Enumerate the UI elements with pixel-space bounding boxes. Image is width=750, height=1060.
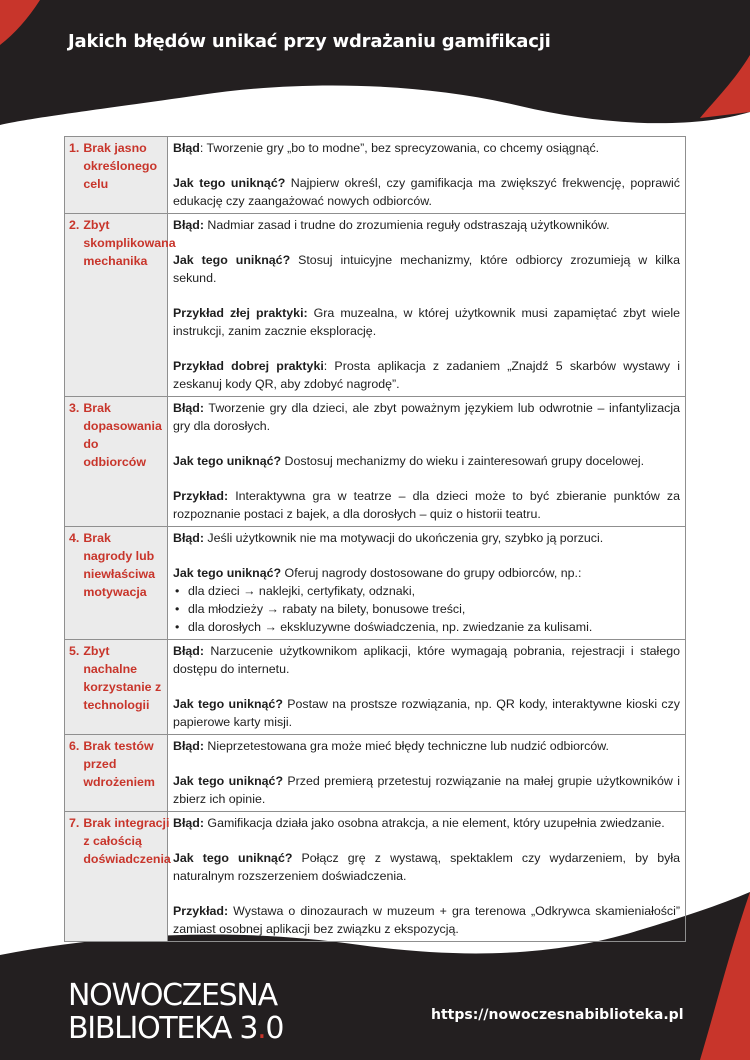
paragraph-heading: Jak tego uniknąć? xyxy=(173,176,286,190)
mistake-paragraph xyxy=(173,695,680,731)
header-dark-shape xyxy=(0,0,750,125)
mistake-number: 3. xyxy=(69,401,80,415)
mistake-paragraph xyxy=(173,642,680,678)
paragraph-heading: Jak tego uniknąć? xyxy=(173,253,291,267)
mistake-number: 6. xyxy=(69,739,80,753)
mistake-row xyxy=(65,137,686,214)
mistake-content-cell xyxy=(168,735,686,812)
mistake-label-cell xyxy=(65,137,168,214)
mistake-label xyxy=(69,399,163,471)
logo-line2 xyxy=(68,1013,283,1045)
paragraph-text: Nieprzetestowana gra może mieć błędy techniczne lub nudzić odbiorców. xyxy=(203,739,609,753)
paragraph-text: Stosuj intuicyjne mechanizmy, które odbiorcy zrozumieją w kilka sekund. xyxy=(173,253,680,285)
mistake-number: 4. xyxy=(69,531,80,545)
mistake-paragraph xyxy=(173,357,680,393)
mistake-content-cell xyxy=(168,137,686,214)
mistake-row xyxy=(65,397,686,527)
paragraph-heading: Jak tego uniknąć? xyxy=(173,851,293,865)
paragraph-text: Gra muzealna, w której użytkownik musi zapamiętać zbyt wiele instrukcji, zanim zacznie eksplorację. xyxy=(173,306,680,338)
mistake-content-cell xyxy=(168,214,686,397)
mistake-content-cell xyxy=(168,527,686,640)
paragraph-heading: Przykład złej praktyki: xyxy=(173,306,308,320)
mistake-paragraph xyxy=(173,174,680,210)
mistake-paragraph xyxy=(173,737,680,755)
mistake-paragraph xyxy=(173,849,680,885)
paragraph-text: Narzucenie użytkownikom aplikacji, które wymagają pobrania, rejestracji i stałego dostępu do internetu. xyxy=(173,644,680,676)
mistake-number: 7. xyxy=(69,816,80,830)
paragraph-heading: Przykład: xyxy=(173,489,229,503)
mistake-paragraph xyxy=(173,529,680,547)
paragraph-heading: Błąd xyxy=(173,141,200,155)
mistake-number: 2. xyxy=(69,218,80,232)
logo-line1: NOWOCZESNA xyxy=(68,978,277,1013)
mistake-title: Brak nagrody lub niewłaściwa motywacja xyxy=(83,531,155,599)
paragraph-heading: Przykład dobrej praktyki xyxy=(173,359,324,373)
mistake-row xyxy=(65,812,686,942)
mistakes-table xyxy=(64,136,686,942)
paragraph-text: : Tworzenie gry „bo to modne”, bez sprecyzowania, co chcemy osiągnąć. xyxy=(199,141,600,155)
mistake-label-cell xyxy=(65,214,176,397)
mistake-paragraph xyxy=(173,452,680,470)
mistake-label xyxy=(69,529,163,601)
mistake-label-cell xyxy=(65,735,168,812)
mistake-paragraph xyxy=(173,304,680,340)
reward-bullet-list xyxy=(173,582,680,636)
nowoczesna-biblioteka-logo xyxy=(68,980,283,1045)
paragraph-text: Najpierw określ, czy gamifikacja ma zwiększyć frekwencję, poprawić edukację czy zaangażować nowych odbiorców. xyxy=(173,176,680,208)
page-title: Jakich błędów unikać przy wdrażaniu gamifikacji xyxy=(68,31,551,52)
mistake-paragraph xyxy=(173,399,680,435)
paragraph-heading: Jak tego uniknąć? xyxy=(173,454,282,468)
mistake-row xyxy=(65,527,686,640)
mistake-title: Brak testów przed wdrożeniem xyxy=(83,739,155,789)
mistake-content-cell xyxy=(168,812,686,942)
mistake-content-cell xyxy=(168,640,686,735)
mistake-title: Zbyt skomplikowana mechanika xyxy=(83,218,176,268)
mistake-label xyxy=(69,737,163,791)
mistake-row xyxy=(65,640,686,735)
mistake-paragraph xyxy=(173,139,680,157)
logo-line2-end: 0 xyxy=(265,1011,284,1046)
paragraph-text: Gamifikacja działa jako osobna atrakcja, a nie element, który uzupełnia zwiedzanie. xyxy=(203,816,665,830)
paragraph-heading: Błąd: xyxy=(173,644,204,658)
reward-bullet-item: • dla dorosłych → ekskluzywne doświadczenia, np. zwiedzanie za kulisami. xyxy=(173,618,680,636)
paragraph-heading: Błąd: xyxy=(173,218,204,232)
paragraph-heading: Jak tego uniknąć? xyxy=(173,697,283,711)
reward-bullet-item: • dla dzieci → naklejki, certyfikaty, odznaki, xyxy=(173,582,680,600)
paragraph-heading: Błąd: xyxy=(173,816,204,830)
paragraph-text: Oferuj nagrody dostosowane do grupy odbiorców, np.: xyxy=(281,566,582,580)
mistake-number: 1. xyxy=(69,141,80,155)
reward-bullet-item: • dla młodzieży → rabaty na bilety, bonusowe treści, xyxy=(173,600,680,618)
paragraph-heading: Błąd: xyxy=(173,739,204,753)
mistake-title: Brak integracji z całością doświadczenia xyxy=(83,816,171,866)
paragraph-text: Wystawa o dinozaurach w muzeum + gra terenowa „Odkrywca skamieniałości” zamiast osobnej aplikacji bez związku z ekspozycją. xyxy=(173,904,680,936)
mistake-paragraph xyxy=(173,251,680,287)
paragraph-heading: Jak tego uniknąć? xyxy=(173,566,282,580)
paragraph-text: Postaw na prostsze rozwiązania, np. QR kody, interaktywne kioski czy papierowe karty misji. xyxy=(173,697,680,729)
mistake-row xyxy=(65,735,686,812)
mistake-title: Zbyt nachalne korzystanie z technologii xyxy=(83,644,162,712)
paragraph-text: Jeśli użytkownik nie ma motywacji do ukończenia gry, szybko ją porzuci. xyxy=(203,531,604,545)
mistake-label xyxy=(69,216,176,270)
paragraph-text: : Prosta aplikacja z zadaniem „Znajdź 5 skarbów wystawy i zeskanuj kody QR, aby zdobyć nagrodę”. xyxy=(173,359,680,391)
paragraph-heading: Błąd: xyxy=(173,401,204,415)
mistake-label-cell xyxy=(65,527,168,640)
mistake-label xyxy=(69,814,171,868)
mistake-label xyxy=(69,642,163,714)
mistake-paragraph xyxy=(173,772,680,808)
mistake-label-cell xyxy=(65,812,171,942)
mistake-label-cell xyxy=(65,640,168,735)
mistake-label xyxy=(69,139,163,193)
mistake-label-cell xyxy=(65,397,168,527)
mistake-number: 5. xyxy=(69,644,80,658)
mistake-paragraph xyxy=(173,902,680,938)
paragraph-text: Dostosuj mechanizmy do wieku i zainteresowań grupy docelowej. xyxy=(281,454,645,468)
paragraph-text: Interaktywna gra w teatrze – dla dzieci może to być zbieranie punktów za rozpoznanie postaci z bajek, a dla dorosłych – quiz o historii teatru. xyxy=(173,489,680,521)
paragraph-heading: Błąd: xyxy=(173,531,204,545)
paragraph-heading: Przykład: xyxy=(173,904,229,918)
mistake-content-cell xyxy=(168,397,686,527)
paragraph-text: Nadmiar zasad i trudne do zrozumienia reguły odstraszają użytkowników. xyxy=(203,218,610,232)
paragraph-heading: Jak tego uniknąć? xyxy=(173,774,284,788)
logo-dot: . xyxy=(257,1011,266,1046)
mistake-paragraph xyxy=(173,487,680,523)
mistake-paragraph xyxy=(173,564,680,582)
mistake-row xyxy=(65,214,686,397)
paragraph-text: Połącz grę z wystawą, spektaklem czy wydarzeniem, by była naturalnym rozszerzeniem doświadczenia. xyxy=(173,851,680,883)
mistake-title: Brak jasno określonego celu xyxy=(83,141,158,191)
mistake-paragraph xyxy=(173,216,680,234)
footer-url-link[interactable]: https://nowoczesnabiblioteka.pl xyxy=(431,1007,684,1023)
mistake-paragraph xyxy=(173,814,680,832)
mistake-title: Brak dopasowania do odbiorców xyxy=(83,401,162,469)
paragraph-text: Przed premierą przetestuj rozwiązanie na małej grupie użytkowników i zbierz ich opinie. xyxy=(173,774,680,806)
logo-line2-main: BIBLIOTEKA 3 xyxy=(68,1011,258,1046)
paragraph-text: Tworzenie gry dla dzieci, ale zbyt poważnym językiem lub odwrotnie – infantylizacja gry dla dorosłych. xyxy=(173,401,680,433)
